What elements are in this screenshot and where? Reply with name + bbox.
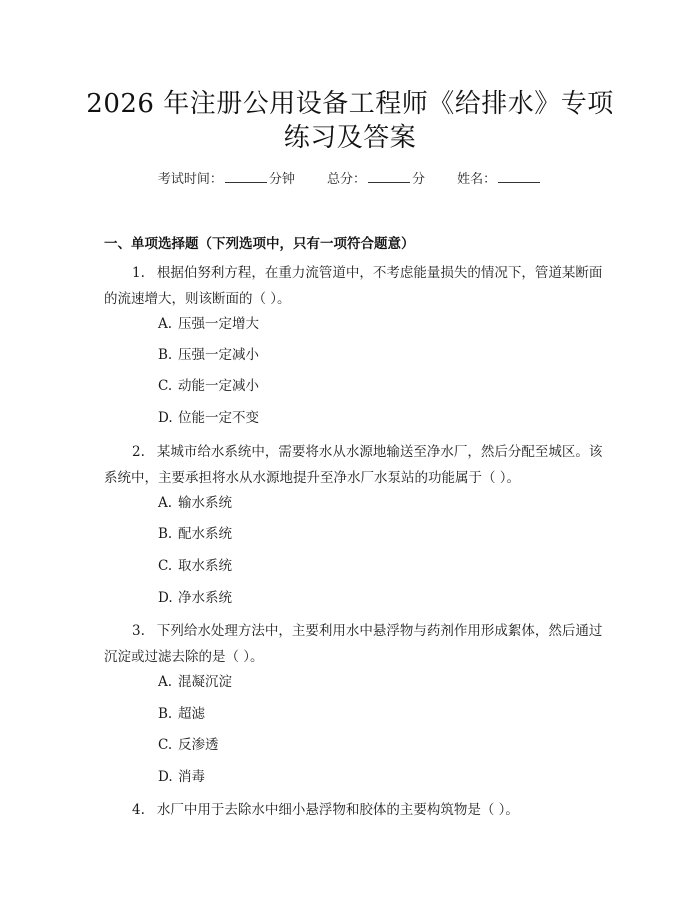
q3-option-d [158, 767, 205, 787]
name-blank [498, 170, 540, 183]
score-field [327, 172, 429, 187]
option-text: 输水系统 [178, 495, 232, 511]
score-blank [368, 170, 410, 183]
q2-option-c [158, 556, 232, 576]
q2-option-a [158, 493, 232, 513]
question-text: 下列给水处理方法中，主要利用水中悬浮物与药剂作用形成絮体，然后通过沉淀或过滤去除的是（ ）。 [104, 623, 603, 665]
question-number: 3. [132, 623, 145, 639]
page-title-line2: 练习及答案 [283, 123, 417, 153]
option-text: 混凝沉淀 [178, 674, 232, 690]
question-2 [104, 439, 608, 491]
option-letter: A. [158, 316, 173, 332]
question-1 [104, 260, 608, 312]
page-title-line1: 2026 年注册公用设备工程师《给排水》专项 [86, 89, 614, 119]
score-label: 总分： [326, 172, 366, 187]
option-text: 配水系统 [178, 526, 232, 542]
option-letter: D. [158, 769, 173, 785]
option-text: 压强一定减小 [178, 347, 259, 363]
option-letter: D. [158, 590, 173, 606]
time-unit: 分钟 [268, 172, 295, 187]
score-unit: 分 [412, 172, 426, 187]
option-letter: D. [158, 410, 173, 426]
q3-option-b [158, 704, 205, 724]
q1-option-a [158, 314, 259, 334]
option-letter: B. [158, 347, 173, 363]
option-letter: A. [158, 674, 173, 690]
question-number: 4. [132, 802, 145, 818]
option-text: 压强一定增大 [178, 316, 259, 332]
q2-option-d [158, 588, 232, 608]
question-text: 某城市给水系统中，需要将水从水源地输送至净水厂，然后分配至城区。该系统中，主要承担将水从水源地提升至净水厂水泵站的功能属于（ ）。 [104, 444, 603, 486]
time-label: 考试时间： [157, 172, 223, 187]
q3-option-c [158, 735, 219, 755]
option-text: 净水系统 [178, 590, 232, 606]
option-text: 动能一定减小 [178, 378, 259, 394]
option-letter: C. [158, 378, 173, 394]
question-number: 1. [132, 265, 145, 281]
q1-option-c [158, 376, 259, 396]
time-field [158, 172, 299, 187]
question-4 [104, 797, 608, 823]
option-text: 取水系统 [178, 558, 232, 574]
question-text: 水厂中用于去除水中细小悬浮物和胶体的主要构筑物是（ ）。 [156, 802, 519, 818]
q2-option-b [158, 524, 232, 544]
option-letter: B. [158, 706, 173, 722]
name-label: 姓名： [457, 172, 497, 187]
section-title: 一、单项选择题（下列选项中，只有一项符合题意） [104, 236, 415, 252]
option-text: 消毒 [178, 769, 205, 785]
option-letter: B. [158, 526, 173, 542]
option-letter: C. [158, 558, 173, 574]
option-text: 反渗透 [178, 737, 219, 753]
option-text: 超滤 [178, 706, 205, 722]
question-text: 根据伯努利方程，在重力流管道中，不考虑能量损失的情况下，管道某断面的流速增大，则该断面的（ ）。 [104, 265, 603, 307]
q1-option-d [158, 408, 259, 428]
question-3 [104, 618, 608, 670]
option-letter: A. [158, 495, 173, 511]
q1-option-b [158, 345, 259, 365]
question-number: 2. [132, 444, 145, 460]
exam-meta [0, 168, 700, 187]
option-text: 位能一定不变 [178, 410, 259, 426]
time-blank [225, 170, 267, 183]
q3-option-a [158, 672, 232, 692]
name-field [457, 172, 542, 187]
option-letter: C. [158, 737, 173, 753]
